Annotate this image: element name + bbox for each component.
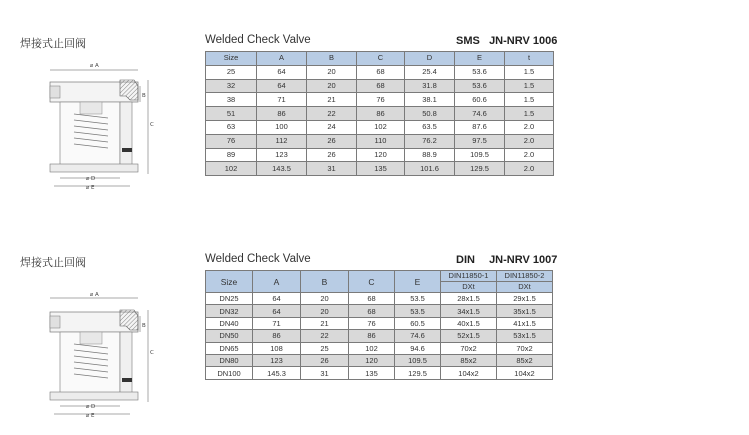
table-cell: 21: [301, 317, 349, 329]
table-cell: 1.5: [505, 79, 554, 93]
table-row: [206, 65, 554, 79]
table-header-row: [206, 271, 553, 282]
table-cell: 53x1.5: [497, 330, 553, 342]
table-cell: 34x1.5: [441, 305, 497, 317]
section2-standard: DIN: [456, 254, 475, 266]
table-cell: 64: [257, 79, 307, 93]
table-cell: 20: [301, 305, 349, 317]
table-cell: 120: [357, 148, 405, 162]
table-cell: 53.6: [455, 79, 505, 93]
table-cell: 53.5: [395, 305, 441, 317]
table-cell: 1.5: [505, 93, 554, 107]
table-row: [206, 134, 554, 148]
table-cell: 123: [257, 148, 307, 162]
table-cell: 26: [307, 148, 357, 162]
table-cell: 20: [307, 79, 357, 93]
table-row: [206, 330, 553, 342]
table-cell: 2.0: [505, 162, 554, 176]
table-row: [206, 107, 554, 121]
dim-a-label: ⌀ A: [90, 63, 99, 69]
col-din2: DIN11850-2: [497, 271, 553, 282]
section1-spec-table: [205, 51, 554, 176]
table-cell: 97.5: [455, 134, 505, 148]
table-row: [206, 342, 553, 354]
table-cell: 64: [253, 305, 301, 317]
table-cell: 109.5: [455, 148, 505, 162]
table-row: [206, 367, 553, 379]
table-cell: 76.2: [405, 134, 455, 148]
section2-title: Welded Check Valve: [205, 253, 311, 265]
table-cell: 102: [349, 342, 395, 354]
table-cell: 85x2: [497, 354, 553, 366]
col-c: C: [349, 271, 395, 293]
table-cell: 63.5: [405, 120, 455, 134]
table-cell: 25: [301, 342, 349, 354]
table-cell: 109.5: [395, 354, 441, 366]
table-cell: 29x1.5: [497, 293, 553, 305]
table-cell: 53.6: [455, 65, 505, 79]
dim-d-label: ⌀ D: [86, 176, 96, 182]
table-cell: DN32: [206, 305, 253, 317]
table-cell: 64: [257, 65, 307, 79]
section2-valve-drawing: [38, 288, 158, 423]
dim-e-label: ⌀ E: [86, 185, 95, 191]
table-cell: 85x2: [441, 354, 497, 366]
section2-spec-table: [205, 270, 553, 380]
table-cell: 112: [257, 134, 307, 148]
table-cell: 20: [307, 65, 357, 79]
table-row: [206, 305, 553, 317]
table-cell: 2.0: [505, 134, 554, 148]
table-cell: 129.5: [395, 367, 441, 379]
col-e: E: [455, 52, 505, 66]
table-cell: 86: [253, 330, 301, 342]
section1-valve-drawing: [38, 56, 158, 191]
table-cell: 108: [253, 342, 301, 354]
table-row: [206, 148, 554, 162]
col-din2-dxt: DXt: [497, 282, 553, 293]
dim-c-label: C: [150, 350, 154, 356]
table-cell: 40x1.5: [441, 317, 497, 329]
section1-standard-line: [456, 35, 557, 47]
table-cell: 100: [257, 120, 307, 134]
table-cell: 89: [206, 148, 257, 162]
table-row: [206, 317, 553, 329]
section2-model: JN-NRV 1007: [489, 254, 558, 266]
section2-cn-title: 焊接式止回阀: [20, 257, 86, 269]
table-cell: DN40: [206, 317, 253, 329]
table-cell: 53.5: [395, 293, 441, 305]
table-row: [206, 79, 554, 93]
table-cell: DN50: [206, 330, 253, 342]
dim-b-label: B: [142, 93, 146, 99]
table-cell: 71: [253, 317, 301, 329]
col-size: Size: [206, 52, 257, 66]
table-cell: 68: [349, 293, 395, 305]
table-cell: 63: [206, 120, 257, 134]
dim-d-label: ⌀ D: [86, 404, 96, 410]
table-cell: 102: [206, 162, 257, 176]
table-cell: 86: [357, 107, 405, 121]
table-cell: 74.6: [395, 330, 441, 342]
section1-title: Welded Check Valve: [205, 34, 311, 46]
section1-cn-title: 焊接式止回阀: [20, 38, 86, 50]
col-e: E: [395, 271, 441, 293]
table-cell: 143.5: [257, 162, 307, 176]
table-cell: 129.5: [455, 162, 505, 176]
table-cell: 135: [349, 367, 395, 379]
table-cell: 76: [349, 317, 395, 329]
table-cell: 2.0: [505, 120, 554, 134]
table-cell: 22: [301, 330, 349, 342]
col-d: D: [405, 52, 455, 66]
table-cell: 60.6: [455, 93, 505, 107]
table-cell: 87.6: [455, 120, 505, 134]
table-cell: 102: [357, 120, 405, 134]
table-cell: 74.6: [455, 107, 505, 121]
table-cell: 94.6: [395, 342, 441, 354]
table-cell: 1.5: [505, 65, 554, 79]
table-cell: 35x1.5: [497, 305, 553, 317]
table-cell: 68: [357, 65, 405, 79]
table-cell: 20: [301, 293, 349, 305]
section1-model: JN-NRV 1006: [489, 35, 558, 47]
table-cell: 26: [307, 134, 357, 148]
table-cell: 22: [307, 107, 357, 121]
col-c: C: [357, 52, 405, 66]
table-cell: 86: [349, 330, 395, 342]
section2-standard-line: [456, 254, 557, 266]
table-cell: 145.3: [253, 367, 301, 379]
table-cell: 68: [349, 305, 395, 317]
dim-b-label: B: [142, 323, 146, 329]
table-cell: 31: [301, 367, 349, 379]
table-cell: 104x2: [497, 367, 553, 379]
table-cell: 123: [253, 354, 301, 366]
dim-a-label: ⌀ A: [90, 292, 99, 298]
dim-c-label: C: [150, 122, 154, 128]
table-cell: 71: [257, 93, 307, 107]
table-cell: 135: [357, 162, 405, 176]
table-cell: 26: [301, 354, 349, 366]
table-cell: 32: [206, 79, 257, 93]
table-cell: 68: [357, 79, 405, 93]
table-row: [206, 293, 553, 305]
table-cell: 31.8: [405, 79, 455, 93]
table-cell: 76: [357, 93, 405, 107]
dim-e-label: ⌀ E: [86, 413, 95, 419]
table-cell: 51: [206, 107, 257, 121]
col-din1-dxt: DXt: [441, 282, 497, 293]
table-header-row: [206, 52, 554, 66]
table-cell: 38.1: [405, 93, 455, 107]
table-cell: 86: [257, 107, 307, 121]
table-row: [206, 120, 554, 134]
table-cell: 70x2: [497, 342, 553, 354]
table-cell: DN65: [206, 342, 253, 354]
table-row: [206, 93, 554, 107]
table-cell: 52x1.5: [441, 330, 497, 342]
col-size: Size: [206, 271, 253, 293]
table-cell: 28x1.5: [441, 293, 497, 305]
table-cell: DN80: [206, 354, 253, 366]
col-b: B: [301, 271, 349, 293]
section1-standard: SMS: [456, 35, 480, 47]
table-cell: 120: [349, 354, 395, 366]
table-cell: DN25: [206, 293, 253, 305]
table-cell: 110: [357, 134, 405, 148]
table-cell: DN100: [206, 367, 253, 379]
table-cell: 70x2: [441, 342, 497, 354]
table-cell: 38: [206, 93, 257, 107]
col-t: t: [505, 52, 554, 66]
table-cell: 2.0: [505, 148, 554, 162]
table-cell: 60.5: [395, 317, 441, 329]
table-cell: 24: [307, 120, 357, 134]
col-b: B: [307, 52, 357, 66]
col-din1: DIN11850-1: [441, 271, 497, 282]
table-row: [206, 162, 554, 176]
table-cell: 25.4: [405, 65, 455, 79]
table-cell: 64: [253, 293, 301, 305]
col-a: A: [257, 52, 307, 66]
table-cell: 101.6: [405, 162, 455, 176]
table-cell: 21: [307, 93, 357, 107]
table-row: [206, 354, 553, 366]
table-cell: 1.5: [505, 107, 554, 121]
table-cell: 25: [206, 65, 257, 79]
table-cell: 104x2: [441, 367, 497, 379]
table-cell: 50.8: [405, 107, 455, 121]
table-cell: 41x1.5: [497, 317, 553, 329]
table-cell: 88.9: [405, 148, 455, 162]
table-cell: 31: [307, 162, 357, 176]
table-cell: 76: [206, 134, 257, 148]
col-a: A: [253, 271, 301, 293]
